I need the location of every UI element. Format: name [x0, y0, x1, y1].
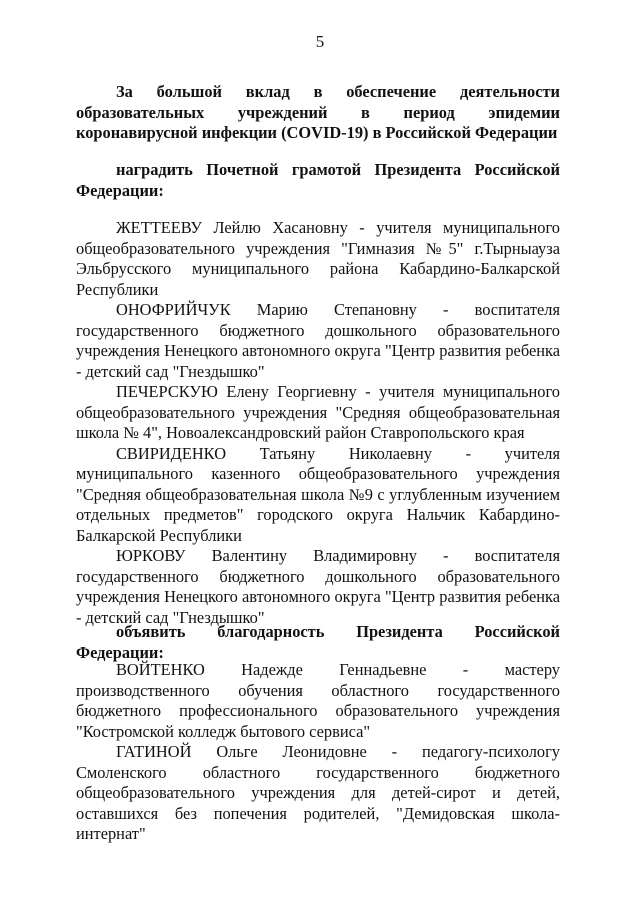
award-entry-yurkova: ЮРКОВУ Валентину Владимировну - воспитателя государственного бюджетного дошкольного образовательного учреждения Ненецкого автономного округа "Центр развития ребенка - детский сад "Гнездышко" — [76, 546, 560, 627]
intro-heading: За большой вклад в обеспечение деятельности образовательных учреждений в период эпидемии коронавирусной инфекции (COVID-19) в Российской Федерации — [76, 82, 560, 142]
gratitude-entry-gatina: ГАТИНОЙ Ольге Леонидовне - педагогу-психологу Смоленского областного государственного бюджетного общеобразовательного учреждения для детей-сирот и детей, оставшихся без попечения родителей, "Демидовская школа-интернат" — [76, 742, 560, 843]
award-entry-sviridenko: СВИРИДЕНКО Татьяну Николаевну - учителя муниципального казенного общеобразовательного учреждения "Средняя общеобразовательная школа №9 с углубленным изучением отдельных предметов" городского округа Нальчик Кабардино-Балкарской Республики — [76, 443, 560, 545]
page-number: 5 — [315, 32, 325, 51]
section1-heading: наградить Почетной грамотой Президента Российской Федерации: — [76, 160, 560, 200]
section2-heading: объявить благодарность Президента Российской Федерации: — [76, 622, 560, 662]
section1-entries — [76, 218, 560, 628]
section2-entries — [76, 660, 560, 845]
award-entry-onofriychuk: ОНОФРИЙЧУК Марию Степановну - воспитателя государственного бюджетного дошкольного образовательного учреждения Ненецкого автономного округа "Центр развития ребенка - детский сад "Гнездышко" — [76, 300, 560, 381]
award-entry-zhetteeva: ЖЕТТЕЕВУ Лейлю Хасановну - учителя муниципального общеобразовательного учреждения "Гимназия №5" г.Тырныауза Эльбрусского муниципального района Кабардино-Балкарской Республики — [76, 218, 560, 299]
award-entry-pecherskaya: ПЕЧЕРСКУЮ Елену Георгиевну - учителя муниципального общеобразовательного учреждения "Средняя общеобразовательная школа № 4", Новоалександровский район Ставропольского края — [76, 382, 560, 442]
gratitude-entry-voytenko: ВОЙТЕНКО Надежде Геннадьевне - мастеру производственного обучения областного государственного бюджетного профессионального образовательного учреждения "Костромской колледж бытового сервиса" — [76, 660, 560, 741]
